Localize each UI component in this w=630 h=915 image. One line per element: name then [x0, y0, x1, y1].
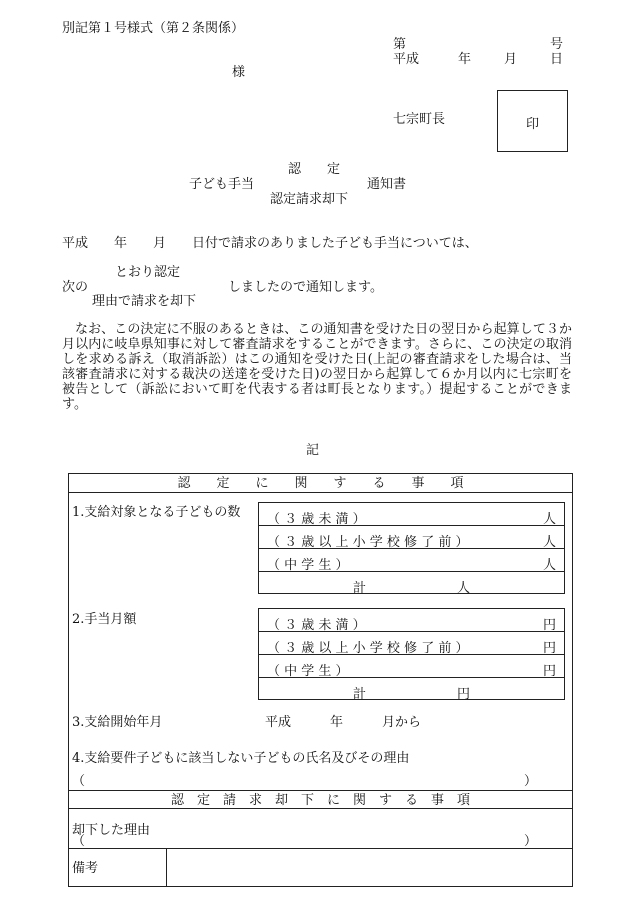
body-main: しましたので通知します。 [228, 280, 383, 295]
title-left: 子ども手当 [189, 177, 255, 192]
item2-label: 2.手当月額 [72, 612, 137, 627]
remarks-divider [166, 848, 167, 886]
number-prefix: 第 [393, 37, 407, 52]
monthly-amount-box [258, 608, 565, 700]
section2-header: 認 定 請 求 却 下 に 関 す る 事 項 [170, 793, 470, 808]
divider [69, 848, 572, 849]
item4-paren-open: （ [72, 774, 86, 789]
date-era: 平成 [393, 52, 420, 67]
seal-box [497, 90, 568, 152]
amount-row-elementary: （ ３ 歳 以 上 小 学 校 修 了 前 ） 円 [259, 632, 564, 655]
issuer-name: 七宗町長 [393, 112, 446, 127]
child-count-row-elementary: （ ３ 歳 以 上 小 学 校 修 了 前 ） 人 [259, 526, 564, 549]
reject-paren-close: ） [524, 834, 538, 849]
child-count-box [258, 502, 565, 594]
item1-label: 1.支給対象となる子どもの数 [72, 505, 241, 520]
item4-paren-close: ） [524, 774, 538, 789]
form-label: 別記第１号様式（第２条関係） [62, 21, 245, 36]
option-reject: 理由で請求を却下 [92, 294, 197, 309]
body-line1: 平成 年 月 日付で請求のありました子ども手当については、 [62, 236, 478, 251]
amount-row-junior-high: （ 中 学 生 ） 円 [259, 655, 564, 678]
amount-total: 計 円 [352, 687, 470, 702]
child-count-row-junior-high: （ 中 学 生 ） 人 [259, 549, 564, 572]
body-next: 次の [62, 280, 89, 295]
section1-header: 認 定 に 関 す る 事 項 [177, 476, 464, 491]
reject-reason-label: 却下した理由 [72, 823, 151, 838]
seal-label: 印 [525, 117, 539, 132]
item4-label: 4.支給要件子どもに該当しない子どもの氏名及びその理由 [72, 751, 410, 766]
child-count-total: 計 人 [352, 581, 470, 596]
reject-paren-open: （ [72, 834, 86, 849]
number-suffix: 号 [550, 37, 564, 52]
date-month-label: 月 [504, 52, 518, 67]
recipient-honorific: 様 [232, 65, 246, 80]
title-right: 通知書 [367, 177, 407, 192]
date-day-label: 日 [550, 52, 564, 67]
child-count-row-under3: （ ３ 歳 未 満 ） 人 [259, 503, 564, 526]
date-year-label: 年 [458, 52, 472, 67]
item3-value: 平成 年 月から [265, 715, 422, 730]
divider [69, 808, 572, 809]
detail-table [68, 473, 573, 887]
divider [69, 492, 572, 493]
ki-heading: 記 [306, 443, 320, 458]
title-lower: 認定請求却下 [270, 192, 349, 207]
divider [69, 790, 572, 791]
item3-label: 3.支給開始年月 [72, 715, 163, 730]
remarks-label: 備考 [72, 861, 99, 876]
amount-row-under3: （ ３ 歳 未 満 ） 円 [259, 609, 564, 632]
title-upper: 認 定 [288, 162, 341, 177]
appeal-notice: なお、この決定に不服のあるときは、この通知書を受けた日の翌日から起算して３か月以内に岐阜県知事に対して審査請求をすることができます。さらに、この決定の取消しを求める訴え（取消訴訟）はこの通知を受けた日(上記の審査請求をした場合は、当該審査請求に対する裁決の送達を受けた日)の翌日から起算して６か月以内に七宗町を被告として（訴訟において町を代表する者は町長となります。）提起することができます。 [62, 322, 572, 412]
option-approve: とおり認定 [115, 265, 181, 280]
